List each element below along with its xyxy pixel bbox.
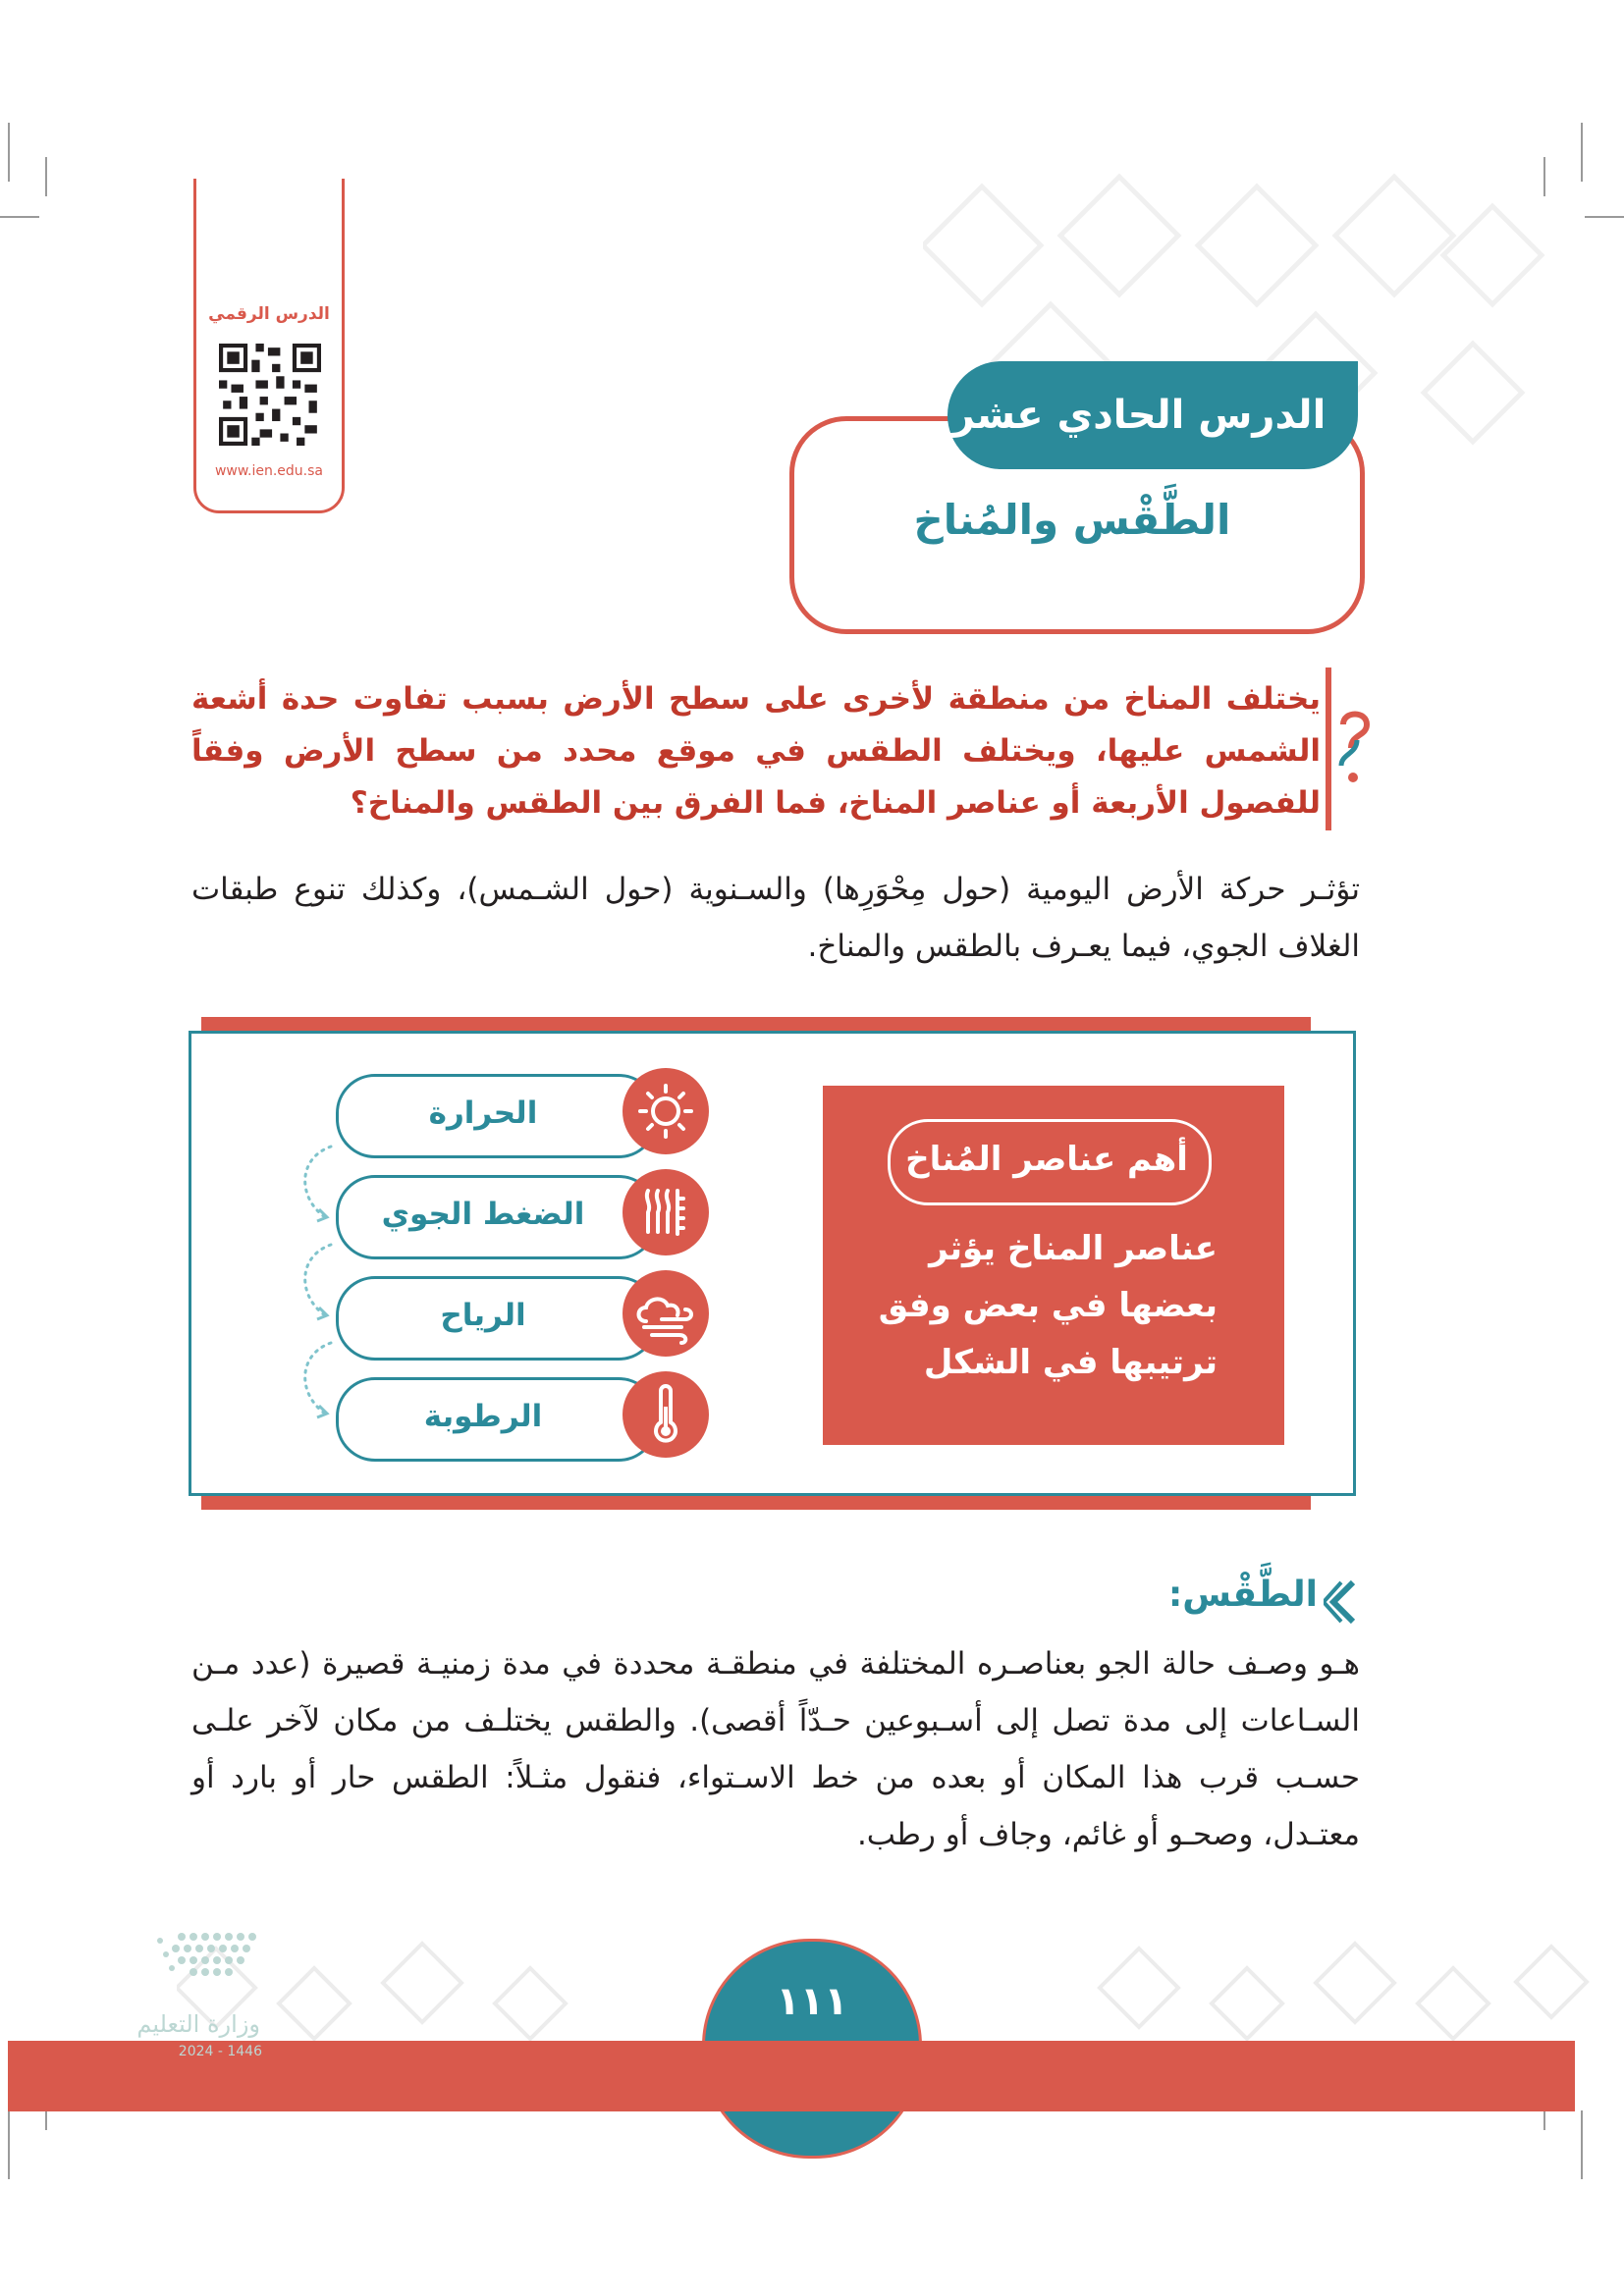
qr-code-icon[interactable]: [219, 344, 321, 446]
weather-paragraph: هـو وصـف حالة الجو بعناصـره المختلفة في منطقـة محددة في مدة زمنيـة قصيرة (عدد مـن السـاعات إلى مدة تصل إلى أسـبوعين حـدّاً أقصى). والطقس يختلـف من مكان لآخر علـى حسـب قرب هذا المكان أو بعده من خط الاسـتواء، فنقول مثـلاً: الطقس حار أو بارد أو معتـدل، وصحـو أو غائم، وجاف أو رطب.: [191, 1646, 1360, 1852]
page-number: ١١١: [776, 1979, 848, 2024]
weather-heading: الطَّقْس:: [1167, 1575, 1318, 1615]
crop-mark: [1581, 123, 1583, 182]
crop-mark: [1581, 2110, 1583, 2179]
digital-lesson-url[interactable]: www.ien.edu.sa: [214, 463, 324, 479]
digital-lesson-label: الدرس الرقمي: [208, 304, 330, 324]
climate-element-label: الرطوبة: [423, 1399, 543, 1434]
climate-panel-text: عناصر المناخ يؤثر بعضها في بعض وفق ترتيبها في الشكل: [878, 1229, 1218, 1382]
section-chevron-icon: [1324, 1578, 1357, 1626]
lesson-number: الدرس الحادي عشر: [951, 393, 1326, 438]
climate-panel-title: أهم عناصر المُناخ: [905, 1140, 1188, 1179]
intro-question: يختلف المناخ من منطقة لأخرى على سطح الأرض بسبب تفاوت حدة أشعة الشمس عليها، ويختلف الطقس في موقع محدد من سطح الأرض وفقاً للفصول الأربعة أو عناصر المناخ، فما الفرق بين الطقس والمناخ؟: [191, 681, 1321, 821]
crop-mark: [1585, 216, 1624, 218]
crop-mark: [0, 216, 39, 218]
climate-element-label: الرياح: [440, 1298, 526, 1333]
digital-lesson-card[interactable]: [193, 179, 345, 513]
wind-cloud-icon: [623, 1270, 709, 1357]
ministry-name: وزارة التعليم: [136, 2010, 260, 2038]
question-mark-icon: [1337, 705, 1371, 785]
thermometer-icon: [623, 1371, 709, 1458]
crop-mark: [45, 157, 47, 196]
climate-element-label: الضغط الجوي: [381, 1197, 585, 1232]
sun-icon: [623, 1068, 709, 1154]
intro-paragraph: تؤثـر حركة الأرض اليومية (حول مِحْوَرِها) والسـنوية (حول الشـمس)، وكذلك تنوع طبقات الغلاف الجوي، فيما يعـرف بالطقس والمناخ.: [191, 872, 1360, 964]
pressure-icon: [623, 1169, 709, 1255]
question-bar: [1326, 667, 1331, 830]
crop-mark: [8, 123, 10, 182]
crop-mark: [8, 2110, 10, 2179]
climate-element-label: الحرارة: [428, 1095, 538, 1131]
ministry-year: 2024 - 1446: [178, 2044, 262, 2059]
lesson-title: الطَّقْس والمُناخ: [913, 496, 1231, 544]
